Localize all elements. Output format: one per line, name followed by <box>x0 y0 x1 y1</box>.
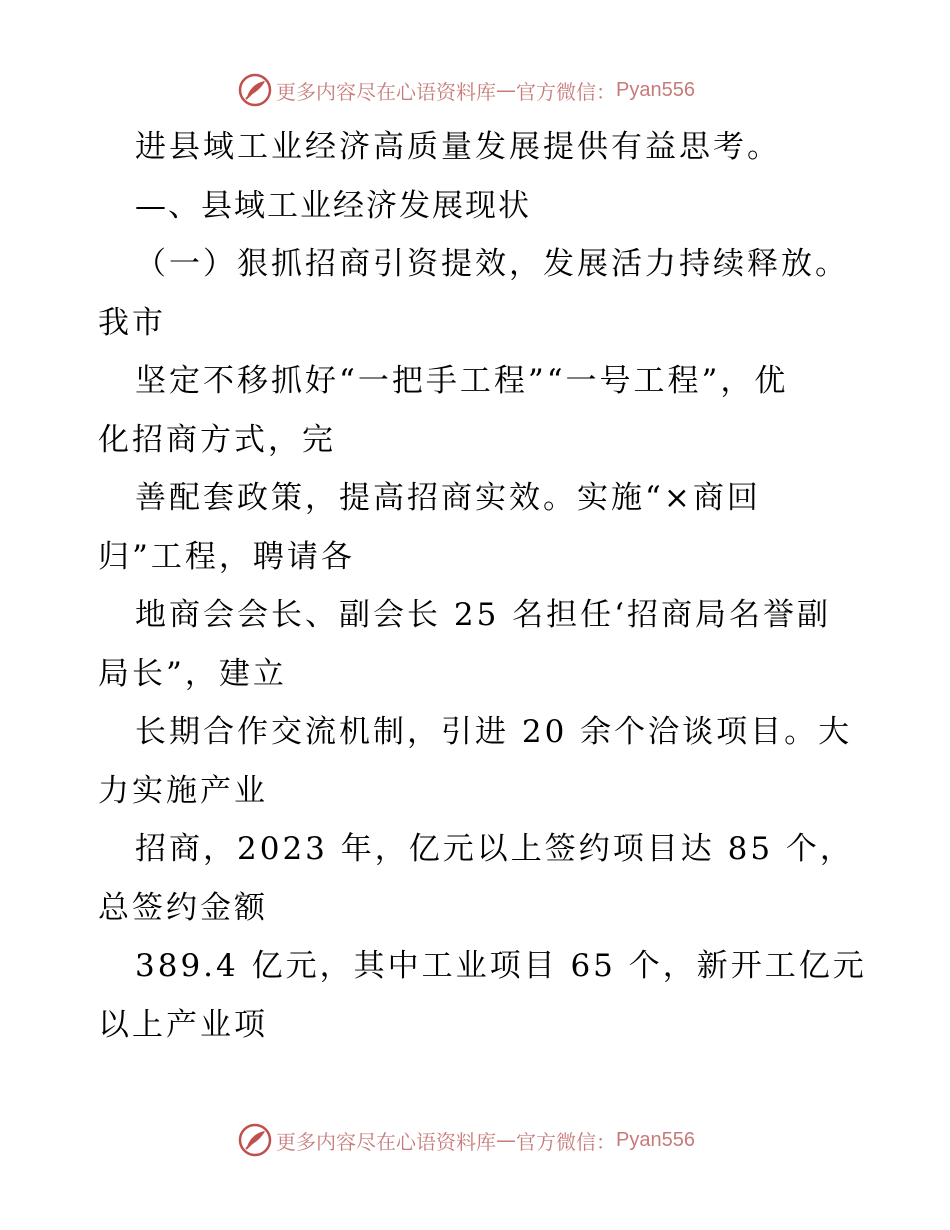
paragraph-line: 总签约金额 <box>98 889 268 926</box>
watermark-wechat-id: Pyan556 <box>616 1128 695 1151</box>
logo-icon <box>238 73 272 107</box>
paragraph-line: 善配套政策，提高招商实效。实施“×商回 <box>135 480 761 516</box>
paragraph-line: 地商会会长、副会长 25 名担任‘招商局名誉副 <box>135 597 832 633</box>
paragraph-line: 进县域工业经济高质量发展提供有益思考。 <box>135 129 781 165</box>
paragraph-line: 力实施产业 <box>98 772 268 809</box>
watermark-header <box>238 72 695 108</box>
watermark-text: 更多内容尽在心语资料库 <box>276 1129 496 1154</box>
subsection-heading: （一）狠抓招商引资提效，发展活力持续释放。 <box>135 246 849 282</box>
paragraph-line: 我市 <box>98 304 166 341</box>
watermark-wechat-label: 官方微信： <box>516 79 616 104</box>
watermark-footer <box>238 1122 695 1158</box>
paragraph-line: 化招商方式，完 <box>98 421 336 458</box>
watermark-text: 更多内容尽在心语资料库 <box>276 79 496 104</box>
watermark-wechat-id: Pyan556 <box>616 78 695 101</box>
section-heading: —、县域工业经济发展现状 <box>135 187 531 224</box>
logo-icon <box>238 1123 272 1157</box>
document-body <box>98 118 867 1054</box>
paragraph-line: 坚定不移抓好“一把手工程”“一号工程”，优 <box>135 363 789 399</box>
paragraph-line: 以上产业项 <box>98 1006 268 1043</box>
watermark-dash: — <box>496 78 516 102</box>
paragraph-line: 局长”，建立 <box>98 655 287 692</box>
watermark-dash: — <box>496 1128 516 1152</box>
paragraph-line: 归”工程，聘请各 <box>98 538 355 575</box>
paragraph-line: 长期合作交流机制，引进 20 余个洽谈项目。大 <box>135 714 853 750</box>
paragraph-line: 389.4 亿元，其中工业项目 65 个，新开工亿元 <box>135 948 867 984</box>
watermark-wechat-label: 官方微信： <box>516 1129 616 1154</box>
paragraph-line: 招商，2023 年，亿元以上签约项目达 85 个， <box>135 831 854 867</box>
